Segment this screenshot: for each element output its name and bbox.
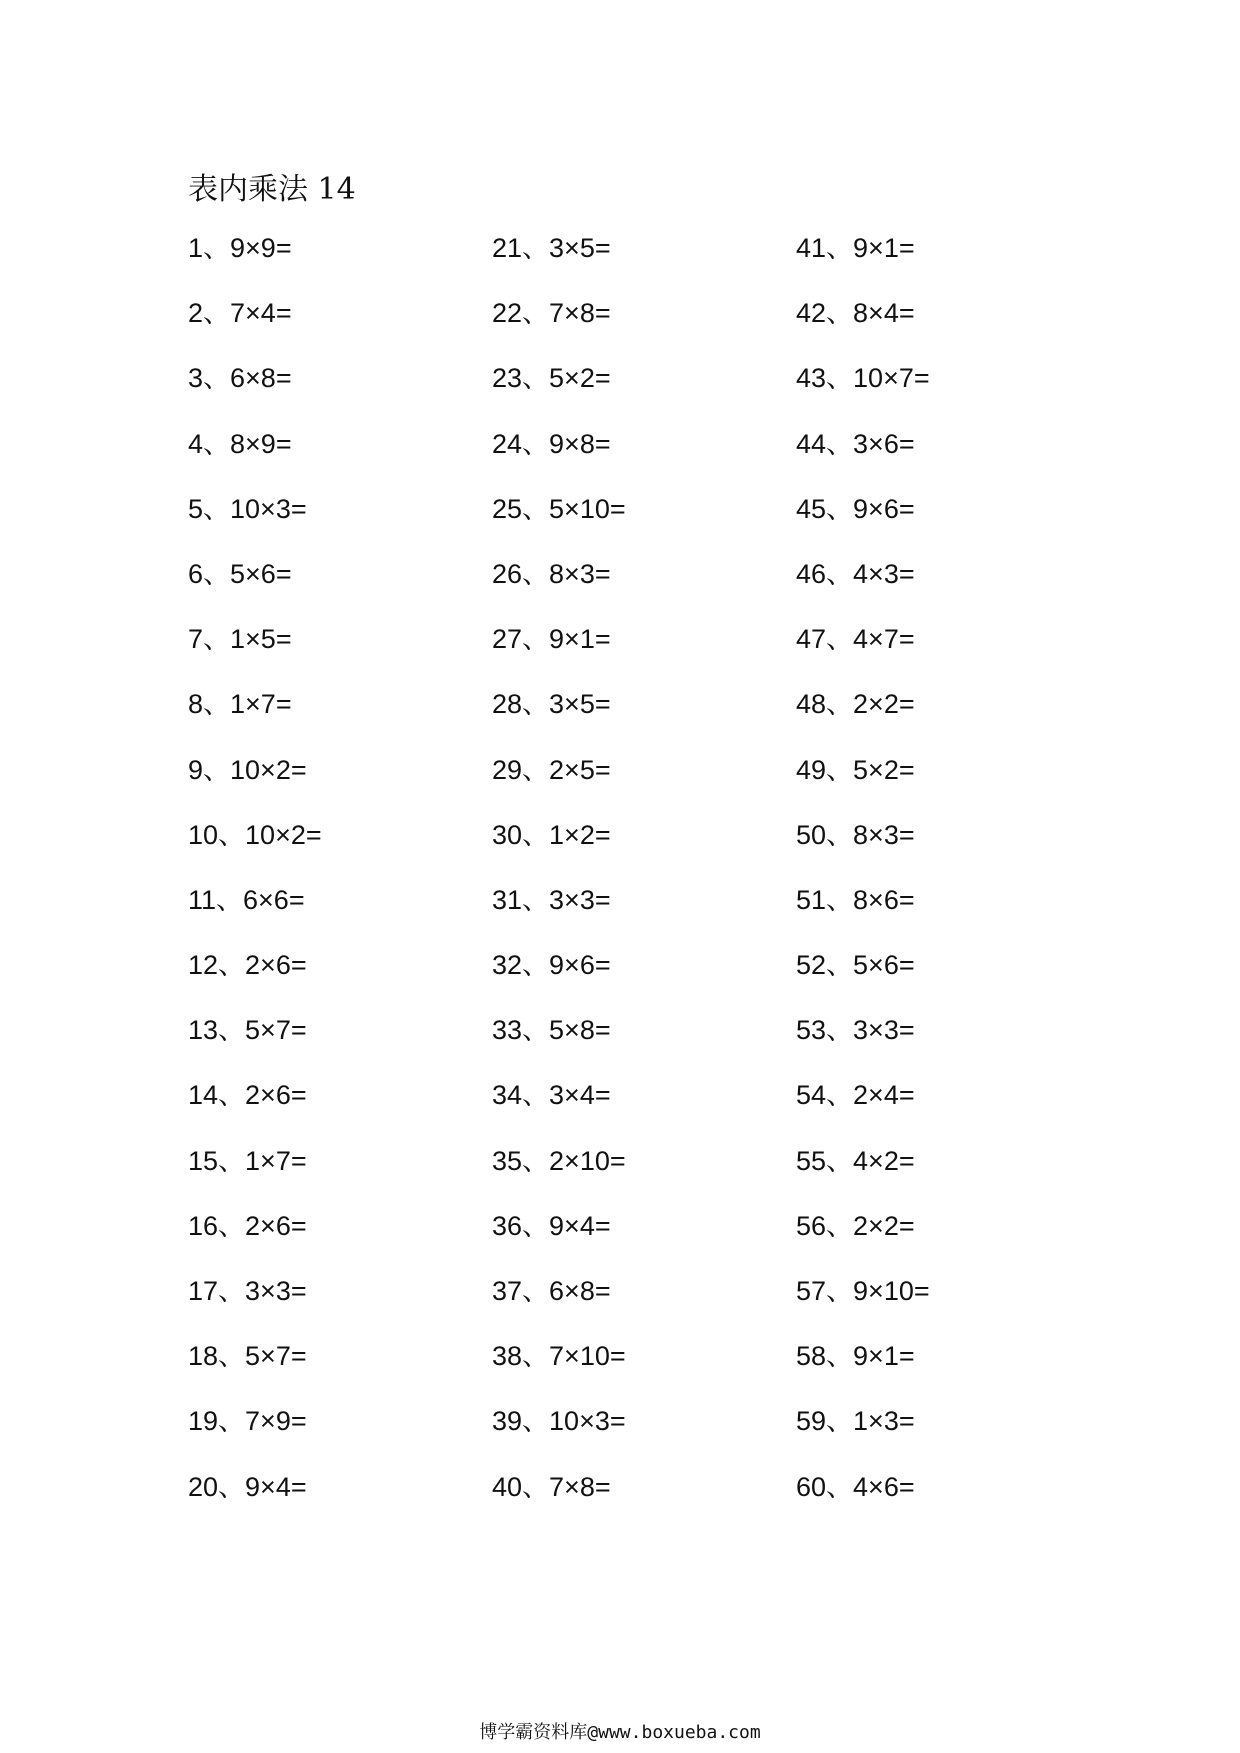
problem-item: 49、5×2= bbox=[796, 754, 915, 785]
problem-item: 25、5×10= bbox=[492, 493, 626, 524]
problem-item: 45、9×6= bbox=[796, 493, 915, 524]
problem-item: 55、4×2= bbox=[796, 1145, 915, 1176]
problem-item: 10、10×2= bbox=[188, 819, 322, 850]
problem-item: 35、2×10= bbox=[492, 1145, 626, 1176]
problem-item: 37、6×8= bbox=[492, 1276, 611, 1306]
problem-item: 13、5×7= bbox=[188, 1015, 307, 1046]
problem-item: 34、3×4= bbox=[492, 1080, 611, 1111]
problem-item: 44、3×6= bbox=[796, 428, 915, 459]
problem-item: 59、1×3= bbox=[796, 1406, 915, 1437]
problem-item: 18、5×7= bbox=[188, 1341, 307, 1372]
problem-item: 20、9×4= bbox=[188, 1471, 307, 1502]
problem-item: 28、3×5= bbox=[492, 689, 611, 720]
problem-item: 54、2×4= bbox=[796, 1080, 915, 1111]
problem-item: 23、5×2= bbox=[492, 363, 611, 394]
problem-item: 32、9×6= bbox=[492, 950, 611, 981]
problem-item: 7、1×5= bbox=[188, 624, 292, 655]
problem-item: 29、2×5= bbox=[492, 754, 611, 785]
problem-item: 4、8×9= bbox=[188, 428, 292, 459]
problem-item: 1、9×9= bbox=[188, 233, 292, 263]
problem-item: 52、5×6= bbox=[796, 950, 915, 981]
problem-item: 33、5×8= bbox=[492, 1015, 611, 1046]
problem-item: 57、9×10= bbox=[796, 1276, 930, 1306]
problem-item: 11、6×6= bbox=[188, 884, 305, 915]
problem-item: 9、10×2= bbox=[188, 754, 307, 785]
problem-column-3 bbox=[796, 226, 930, 1530]
problem-item: 2、7×4= bbox=[188, 298, 292, 329]
problem-item: 39、10×3= bbox=[492, 1406, 626, 1437]
problem-item: 56、2×2= bbox=[796, 1210, 915, 1241]
problem-item: 53、3×3= bbox=[796, 1015, 915, 1046]
footer-watermark: 博学霸资料库@www.boxueba.com bbox=[479, 1722, 761, 1743]
problem-item: 30、1×2= bbox=[492, 819, 611, 850]
problem-item: 12、2×6= bbox=[188, 950, 307, 981]
problem-item: 27、9×1= bbox=[492, 624, 611, 655]
problem-item: 36、9×4= bbox=[492, 1210, 611, 1241]
problem-item: 22、7×8= bbox=[492, 298, 611, 329]
problem-item: 46、4×3= bbox=[796, 558, 915, 589]
problem-item: 19、7×9= bbox=[188, 1406, 307, 1437]
problem-item: 47、4×7= bbox=[796, 624, 915, 655]
problem-item: 24、9×8= bbox=[492, 428, 611, 459]
problem-item: 51、8×6= bbox=[796, 884, 915, 915]
problem-item: 48、2×2= bbox=[796, 689, 915, 720]
problem-item: 38、7×10= bbox=[492, 1341, 626, 1372]
problem-item: 31、3×3= bbox=[492, 884, 611, 915]
problem-item: 41、9×1= bbox=[796, 233, 915, 263]
problem-item: 16、2×6= bbox=[188, 1210, 307, 1241]
problem-item: 43、10×7= bbox=[796, 363, 930, 394]
problem-item: 6、5×6= bbox=[188, 558, 292, 589]
problem-item: 17、3×3= bbox=[188, 1276, 307, 1306]
problem-item: 21、3×5= bbox=[492, 233, 611, 263]
problem-item: 14、2×6= bbox=[188, 1080, 307, 1111]
problem-item: 15、1×7= bbox=[188, 1145, 307, 1176]
problem-column-1 bbox=[188, 226, 322, 1530]
problem-item: 40、7×8= bbox=[492, 1471, 611, 1502]
problem-item: 50、8×3= bbox=[796, 819, 915, 850]
problem-item: 8、1×7= bbox=[188, 689, 292, 720]
problem-column-2 bbox=[492, 226, 626, 1530]
page-title: 表内乘法 14 bbox=[188, 172, 356, 207]
problem-item: 58、9×1= bbox=[796, 1341, 915, 1372]
problem-item: 5、10×3= bbox=[188, 493, 307, 524]
problem-item: 60、4×6= bbox=[796, 1471, 915, 1502]
problem-item: 3、6×8= bbox=[188, 363, 292, 394]
problem-item: 26、8×3= bbox=[492, 558, 611, 589]
problem-item: 42、8×4= bbox=[796, 298, 915, 329]
